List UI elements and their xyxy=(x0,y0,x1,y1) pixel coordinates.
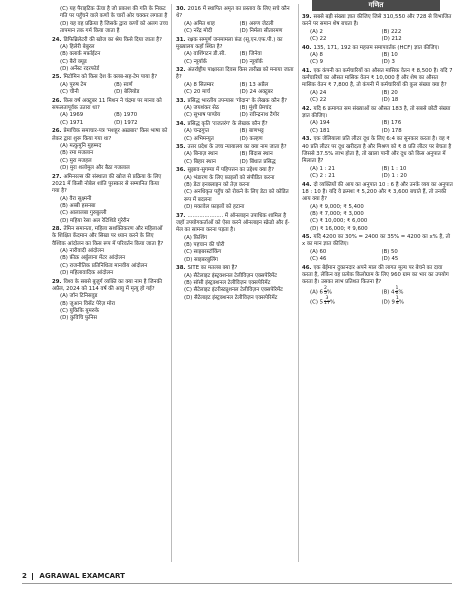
answer-option: (A) 1969 xyxy=(60,112,84,119)
answer-option: (A) चन्द्रगुप्त xyxy=(184,128,210,135)
answer-option: (B) क्लार्क मर्फ़ाईटन xyxy=(60,51,101,58)
question-number: 41. xyxy=(302,67,312,74)
question-number: 37. xyxy=(176,212,186,219)
column-divider xyxy=(298,4,299,562)
question-text xyxy=(52,128,168,143)
answer-option: (C) ₹ 10,000; ₹ 6,000 xyxy=(310,218,368,225)
answer-option: (C) 22 xyxy=(310,36,327,43)
question-text xyxy=(302,234,453,249)
answer-option: (A) नारीवादी आंदोलन xyxy=(60,248,104,255)
question-stem: प्रसिद्ध भारतीय उपन्यास 'गोदान' के लेखक कौन हैं? xyxy=(187,97,288,104)
question-text xyxy=(176,6,295,21)
answer-options xyxy=(52,44,168,73)
answer-option: (C) 46 xyxy=(310,256,327,263)
question-stem: एक बेईमान दुकानदार अपने माल की लागत मूल्य पर बेचने का दावा करता है, लेकिन वह प्रत्येक किलोग्राम के लिए 960 ग्राम का भार का उपयोग करता है। उसका लाभ प्रतिशत कितना है? xyxy=(302,264,449,286)
fraction-numerator: 3 xyxy=(325,295,329,301)
answer-option: (B) 50 xyxy=(381,248,398,255)
answer-options xyxy=(52,143,168,172)
question-number: 42. xyxy=(302,105,312,112)
answer-option: (A) फ़िशिंग xyxy=(184,234,208,241)
question-number: 34. xyxy=(176,120,186,127)
answer-options xyxy=(302,166,453,181)
answer-options xyxy=(52,6,168,35)
option-label: (C) xyxy=(310,299,320,306)
fraction-whole: 6 xyxy=(319,289,323,296)
question-text xyxy=(302,182,453,204)
answer-option: (D) निर्मला सीतारमण xyxy=(239,28,283,35)
answer-option: (C) अभिमन्युत xyxy=(184,135,214,142)
question-number: 31. xyxy=(176,36,186,43)
answer-option: (A) 2 xyxy=(310,28,323,35)
answer-options xyxy=(176,128,295,143)
fraction-denominator: 5 xyxy=(323,291,327,297)
answer-options xyxy=(176,51,295,66)
question-text xyxy=(302,68,453,90)
brand-name-suffix: EXAMCART xyxy=(81,572,125,580)
answer-option: (D) साइबरबुलिंग xyxy=(184,256,218,263)
question-number: 28. xyxy=(52,226,62,233)
question-stem: सबसे बड़ी संख्या ज्ञात कीजिए जिसे 310,550 और 728 से विभाजित करने पर समान शेष बचता है। xyxy=(302,14,452,28)
answer-option: (B) अरुण जेटली xyxy=(239,20,274,27)
answer-option: (A) 194 xyxy=(310,120,330,127)
answer-option: (C) 1971 xyxy=(60,119,84,126)
question-block xyxy=(176,6,295,35)
answer-options xyxy=(176,105,295,120)
question-stem: किस वर्ष अक्टूबर 11 मिशन ने चंद्रमा पर मानव को सफलतापूर्वक उतारा था? xyxy=(52,97,162,112)
answer-option: (B) बाणभट्ट xyxy=(239,128,264,135)
answer-options xyxy=(52,82,168,97)
question-number: 40. xyxy=(302,44,312,51)
question-stem: ..................... में ऑनलाइन उपाधिक शामिल है जहाँ उपयोगकर्ताओं को ऐसा करने ऑनलाइन स्क्रेडो और ई-मेल का सामना करना पड़ता है। xyxy=(176,212,290,234)
answer-option: (D) यह वह प्रक्रिया है जिसके द्वारा कणों को अलग उच्च तापमान तक गर्म किया जाता है xyxy=(60,20,168,35)
answer-options xyxy=(52,248,168,277)
question-number: 27. xyxy=(52,173,62,180)
answer-option: (C) बैरो क्यूड xyxy=(60,58,87,65)
question-block xyxy=(302,14,453,43)
answer-option: (B) 1970 xyxy=(114,112,138,119)
question-stem: अंतर्राष्ट्रीय पाक्षारता दिवस किस तारीख़ को मनाया जाता है? xyxy=(176,67,294,81)
answer-option: (D) महिया रेसा अल रेटिशिडे गुरेरीन xyxy=(60,217,130,224)
answer-option: (A) ₹ 9,000; ₹ 5,400 xyxy=(310,203,364,210)
answer-option: (B) 222 xyxy=(381,28,402,35)
question-block xyxy=(176,98,295,120)
answer-option: (B) 4 $\frac{1}{6}$ % xyxy=(381,285,404,297)
page-footer xyxy=(22,570,442,582)
question-block xyxy=(302,45,453,67)
option-label: (B) xyxy=(381,289,392,296)
question-text xyxy=(52,279,168,294)
question-text xyxy=(302,45,453,52)
answer-option: (C) सैटेलाइट इंटरीस्ट्यूशनल टेलीविज़न एक्सपेरिमेंट xyxy=(184,287,283,294)
question-number: 44. xyxy=(302,181,312,188)
question-block xyxy=(302,68,453,105)
answer-option: (A) वैरा सूक्ष्मनी xyxy=(60,195,92,202)
answer-options xyxy=(52,112,168,127)
answer-option: (C) 5 $\frac{3}{17}$ % xyxy=(310,295,335,307)
question-block xyxy=(302,106,453,135)
question-stem: दो व्यक्तियों की आय का अनुपात 10 : 6 है और उनके व्यय का अनुपात 18 : 10 है। यदि वे क्रमशः ₹ 5,200 और ₹ 3,600 बचाते हैं, तो उनकी आय क्या है? xyxy=(302,181,453,203)
answer-option: (B) रमा मजलान xyxy=(60,150,94,157)
answer-option: (B) 20 xyxy=(381,89,398,96)
question-text xyxy=(176,265,295,272)
answer-option: (D) महिलावादिक आंदोलन xyxy=(60,270,114,277)
question-text xyxy=(302,136,453,165)
answer-option: (B) ₹ 7,000; ₹ 3,000 xyxy=(310,210,364,217)
brand-name: AGRAWAL xyxy=(39,572,80,580)
answer-option: (B) 176 xyxy=(381,120,402,127)
answer-option: (B) 10 xyxy=(381,51,398,58)
question-text xyxy=(176,98,295,105)
question-block xyxy=(176,67,295,96)
answer-options xyxy=(176,175,295,212)
question-block xyxy=(176,37,295,66)
answer-option: (A) हिलेरी बेबुरल xyxy=(60,43,95,50)
question-text xyxy=(52,98,168,113)
answer-option: (B) जुआन विसेंट पेरेज़ मोरा xyxy=(60,300,116,307)
answer-option: (D) 3 xyxy=(381,59,395,66)
question-number: 36. xyxy=(176,167,186,174)
column-divider xyxy=(171,4,172,562)
answer-option: (C) युकिकि युमरुके xyxy=(60,308,99,315)
answer-options xyxy=(176,151,295,166)
answer-options xyxy=(302,120,453,135)
answer-option: (D) 212 xyxy=(381,36,402,43)
fraction-denominator: 6 xyxy=(395,291,399,297)
answer-option: (A) सैटेलाइट इंस्ट्रक्शनल टेलीविज़न एक्सपेरिमेंट xyxy=(184,272,277,279)
question-number: 29. xyxy=(52,278,62,285)
question-stem: विश्व के सबसे बुजुर्ग व्यक्ति का क्या नाम है जिनकी अप्रैल, 2024 को 114 वर्ष की आयु में मृत्यु हो गई? xyxy=(52,278,162,293)
answer-option: (C) राजनीतिक प्रतिनिधित्व मानवीय आंदोलन xyxy=(60,262,148,269)
question-stem: यदि 4200 का 30% = 2400 का 35% = 4200 का x% है, तो x का मान ज्ञात कीजिए। xyxy=(302,234,451,248)
question-block xyxy=(52,279,168,323)
question-stem: उत्तर प्रदेश के उच्च न्यायालय का क्या नाम जाता है? xyxy=(187,144,287,151)
answer-option: (C) चीनी xyxy=(60,89,79,96)
question-text xyxy=(302,265,453,287)
answer-option: (A) बिनाज़ स्थान xyxy=(184,151,218,158)
answer-option: (D) ₹ 16,000; ₹ 9,600 xyxy=(310,225,368,232)
question-text xyxy=(176,37,295,52)
question-stem: सुझाव-सुगम्या में पहिपत्तन का उद्देश्य क्या है? xyxy=(187,167,274,174)
answer-option: (C) 181 xyxy=(310,127,330,134)
answer-options xyxy=(302,204,453,233)
section-heading-maths: गणित xyxy=(312,0,440,11)
question-text xyxy=(302,106,453,121)
answer-option: (C) नरेंद्र मोदी xyxy=(184,28,213,35)
answer-option: (C) बिहार स्थान xyxy=(184,158,216,165)
question-text xyxy=(176,213,295,235)
question-block xyxy=(176,167,295,211)
footer-divider xyxy=(32,573,33,580)
question-text xyxy=(52,37,168,44)
answer-option: (A) 1 : 21 xyxy=(310,165,335,172)
answer-option: (A) अमित शाह xyxy=(184,20,215,27)
question-block xyxy=(176,121,295,143)
question-column-2 xyxy=(176,6,295,303)
question-number: 25. xyxy=(52,74,62,81)
answer-option: (A) 60 xyxy=(310,248,327,255)
answer-options xyxy=(176,82,295,97)
question-text xyxy=(52,74,168,81)
answer-option: (A) 6 $\frac{2}{5}$ % xyxy=(310,285,332,297)
answer-options xyxy=(176,273,295,302)
question-number: 26. xyxy=(52,128,62,135)
answer-options xyxy=(302,249,453,264)
question-stem: तेमिन समानता, महिला सशक्तिकरण और महिलाओं के शिक्षित केंदमान और सिखा पर ध्यान करने के लिए वैश्विक आंदोलन का किस रूप में परिवर्तन किया जाता है? xyxy=(52,226,164,247)
question-stem: एक कंपनी का कर्मचारियों का औसत मासिक वेतन ₹ 8,500 है। यदि 7 कर्मचारियों का औसत मासिक वेतन ₹ 10,000 है और शेष का औसत मासिक वेतन ₹ 7,800 है, तो कंपनी में कर्मचारियों की कुल संख्या क्या है? xyxy=(302,67,453,89)
answer-option: (D) मुरा शलोमुल और बैठा गजलाल xyxy=(60,164,130,171)
answer-option: (B) पहचान की चोरी xyxy=(184,241,225,248)
question-block xyxy=(302,136,453,180)
fraction-whole: 5 xyxy=(319,299,324,306)
question-column-1 xyxy=(52,6,168,324)
question-stem: SITE का मतलब क्या है? xyxy=(187,265,238,272)
answer-option: (A) वाशिंगटन डी.सी. xyxy=(184,51,226,58)
question-block xyxy=(52,37,168,74)
answer-option: (A) भंडारण के लिए फ़ाइलों को संपीडित करना xyxy=(184,174,275,181)
answer-option: (D) न्यूयॉर्क xyxy=(239,58,263,65)
answer-option: (D) 178 xyxy=(381,127,402,134)
fraction-numerator: 1 xyxy=(395,295,399,301)
fraction-denominator: 4 xyxy=(395,301,399,307)
option-label: (A) xyxy=(310,289,320,296)
question-block xyxy=(52,128,168,172)
answer-options xyxy=(52,196,168,225)
answer-option: (D) कुविचि फुनिस xyxy=(60,315,97,322)
question-stem: प्रसिद्ध कृति 'राजतरंग' के लेखक कौन हैं? xyxy=(187,120,268,127)
answer-option: (B) मुंशी प्रेमचंद xyxy=(239,105,272,112)
fraction-whole: 4 xyxy=(391,289,395,296)
question-stem: रक्षक सम्पूर्ण जनमामला फ़ंड (सू.एन.एफ.पी.) का मुख्यालय कहाँ स्थित है? xyxy=(176,36,283,50)
answer-options xyxy=(302,90,453,105)
answer-options xyxy=(176,235,295,264)
answer-option: (D) रवीन्द्रनाथ टैगोर xyxy=(239,112,280,119)
question-number: 24. xyxy=(52,36,62,43)
answer-option: (D) 18 xyxy=(381,97,399,104)
question-block xyxy=(52,174,168,225)
question-number: 38. xyxy=(176,265,186,272)
question-text xyxy=(176,67,295,82)
question-number: 43. xyxy=(302,136,312,143)
question-text xyxy=(302,14,453,29)
answer-option: (D) बिंधात प्रसिद्ध xyxy=(239,158,276,165)
footer-rule xyxy=(22,583,452,584)
question-number: 46. xyxy=(302,264,312,271)
answer-options xyxy=(302,29,453,44)
answer-option: (C) साइबरस्टॉकिंग xyxy=(184,249,222,256)
question-block xyxy=(52,226,168,277)
question-number: 32. xyxy=(176,67,186,74)
question-number: 35. xyxy=(176,144,186,151)
answer-option: (D) अर्नेस्ट रदरफोर्ड xyxy=(60,65,100,72)
question-block xyxy=(302,182,453,233)
question-block xyxy=(302,234,453,263)
question-number: 30. xyxy=(176,6,186,12)
answer-option: (D) मकावेल फ़ाइलों को हटाना xyxy=(184,204,245,211)
page-number: 2 xyxy=(22,572,27,580)
fraction xyxy=(396,297,399,307)
answer-options xyxy=(302,52,453,67)
answer-option: (A) 8 xyxy=(310,51,323,58)
fraction-numerator: 1 xyxy=(395,285,399,291)
answer-option: (C) 22 xyxy=(310,97,327,104)
answer-option: (D) 24 अक्टूबर xyxy=(239,89,273,96)
question-number: 39. xyxy=(302,14,312,20)
answer-options xyxy=(52,293,168,322)
answer-option: (C) न्यूयॉर्क xyxy=(184,58,207,65)
answer-option: (A) पुरुष टेम xyxy=(60,81,87,88)
question-block xyxy=(52,6,168,35)
answer-option: (B) 13 अप्रैल xyxy=(239,81,269,88)
question-stem: मिटोमिन को किस देश के क्लब-सह-टेम पाया है? xyxy=(63,74,158,81)
answer-option: (C) आलालबा गुरुबुल्ली xyxy=(60,210,107,217)
question-stem: 2016 में स्थापित अमृत का प्रस्ताव के लिए सचे कौन थे? xyxy=(176,6,290,20)
answer-options xyxy=(302,287,453,307)
question-text xyxy=(52,226,168,248)
question-stem: अमिनरल्स की संस्थाता की खोज से प्रक्रिया के लिए 2021 में किसी नोबेल शांति पुरस्कार से सम्मानित किया गया है? xyxy=(52,173,162,195)
answer-option: (C) 2 : 21 xyxy=(310,172,335,179)
question-stem: यदि 6 क्रमागत सम संख्याओं का औसत 183 है, तो सबसे छोटी संख्या ज्ञात कीजिए। xyxy=(302,105,451,120)
answer-option: (B) बिंदास स्थान xyxy=(239,151,273,158)
answer-option: (B) अब्बी हसनबा xyxy=(60,202,96,209)
answer-option: (A) 8 सितम्बर xyxy=(184,81,214,88)
answer-option: (B) 1 : 10 xyxy=(381,165,407,172)
question-column-3 xyxy=(302,14,453,308)
answer-options xyxy=(176,21,295,36)
answer-option: (B) फ़ीक़ अर्बुलाना मेंटर आंदोलन xyxy=(60,255,126,262)
option-label: (D) xyxy=(381,299,392,306)
answer-option: (B) सॉसी इंस्ट्रक्शनल टेलीविज़न एक्सपेरिमेंट xyxy=(184,279,271,286)
answer-option: (D) 1972 xyxy=(114,119,138,126)
answer-option: (C) अनधिकृत पहुँच को रोकने के लिए डेटा को कोडित रूप में बदलना xyxy=(184,189,289,203)
answer-option: (D) कल्हण xyxy=(239,135,263,142)
answer-option: (B) जिनेवा xyxy=(239,51,262,58)
question-block xyxy=(52,74,168,96)
question-block xyxy=(52,98,168,127)
question-text xyxy=(176,121,295,128)
question-stem: डिफिब्रिलेटरी की खोज का श्रेय किसे दिया जाता है? xyxy=(63,36,162,43)
answer-option: (C) 20 मार्च xyxy=(184,89,211,96)
answer-option: (B) स्वर्ण xyxy=(114,81,133,88)
fraction-whole: 9 xyxy=(391,299,395,306)
answer-option: (A) जयशंकर सेठ xyxy=(184,105,219,112)
question-block xyxy=(176,144,295,166)
answer-option: (D) सैटेलाइट इंस्ट्रक्शनल टेलीविज़न एक्सपेरिमेंट xyxy=(184,294,278,301)
question-stem: 135, 171, 192 का महत्तम समापवर्तक (HCF) ज्ञात कीजिए। xyxy=(313,44,440,51)
answer-option: (A) 24 xyxy=(310,89,327,96)
question-number: 45. xyxy=(302,234,312,241)
answer-option: (C) सुभाष पाण्डेय xyxy=(184,112,221,119)
question-number: 26. xyxy=(52,97,62,104)
question-stem: एक जेलियाला प्रति लीटर दूध के लिए 6:4 का सुनकार करता है। वह ₹ 40 प्रति लीटर पर दूध खरीदता है और मिश्रण को ₹ 8 प्रति लीटर पर बेचता है जिससे 37.5% लाभ होता है, तो खाला पानी और दूध को किस अनुपात में मिलाता है? xyxy=(302,136,452,165)
question-text xyxy=(176,167,295,174)
answer-option: (A) जॉन टिनिसवुड xyxy=(60,293,98,300)
answer-option: (C) यह पैराइटिक ऊँचा है जो प्रकाश की गति के निकट गति पर पहुँचने वाले कणों के चारों ओर चक्कर लगाता है xyxy=(60,6,168,20)
question-stem: प्रेमाचिक समाचार-पत्र 'मशहूर अख़बार' किस भाषा को लेकर द्वारा शुरू किया गया था? xyxy=(52,128,168,142)
question-number: 33. xyxy=(176,97,186,104)
question-block xyxy=(176,213,295,264)
question-block xyxy=(176,265,295,302)
answer-option: (B) डेटा इनक्लाइन को तेज़ करना xyxy=(184,182,250,189)
answer-option: (D) बेलियोड xyxy=(114,89,140,96)
answer-option: (C) 9 xyxy=(310,59,323,66)
fraction-numerator: 2 xyxy=(323,285,327,291)
answer-option: (D) 1 : 20 xyxy=(381,172,407,179)
answer-option: (C) मुरा मजहल xyxy=(60,157,92,164)
question-block xyxy=(302,265,453,307)
answer-option: (D) 9 $\frac{1}{4}$ % xyxy=(381,295,404,307)
answer-option: (A) मत्कुमुनि मुहम्मद xyxy=(60,142,102,149)
question-text xyxy=(52,174,168,196)
fraction xyxy=(324,297,330,307)
answer-option: (D) 45 xyxy=(381,256,399,263)
fraction-denominator: 17 xyxy=(324,301,330,307)
